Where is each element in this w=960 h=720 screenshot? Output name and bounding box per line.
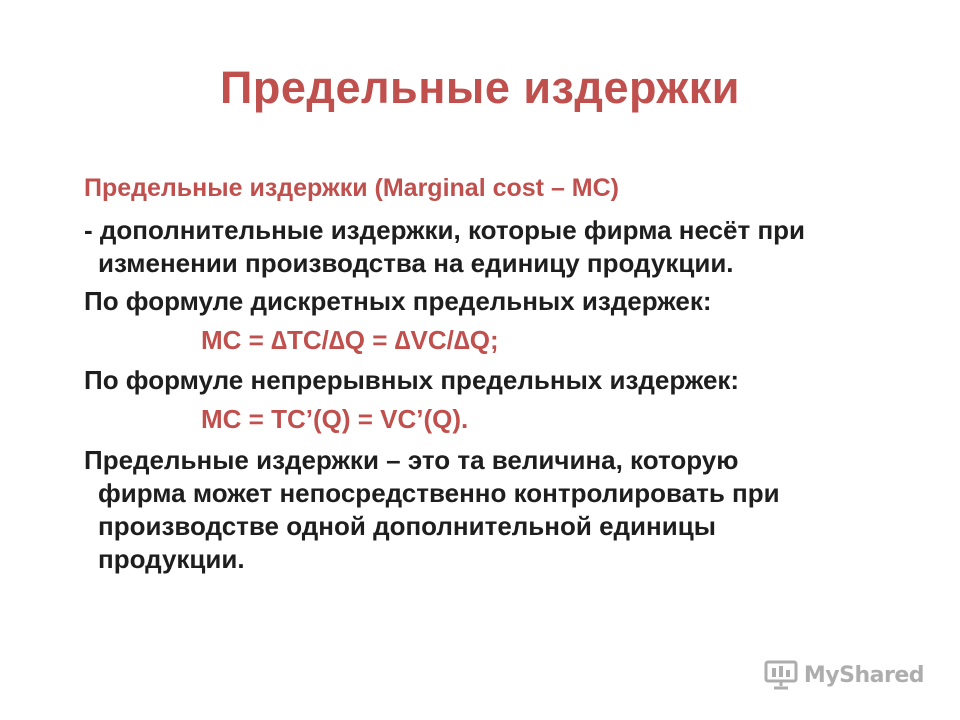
discrete-formula: MC = ∆TC/∆Q = ∆VC/∆Q; xyxy=(201,325,499,355)
discrete-formula-label: По формуле дискретных предельных издержек: xyxy=(84,286,712,316)
slide-title: Предельные издержки xyxy=(220,62,740,113)
continuous-formula-label: По формуле непрерывных предельных издержек: xyxy=(84,365,740,395)
conclusion-line-2: фирма может непосредственно контролировать при xyxy=(98,478,780,508)
presentation-board-icon xyxy=(764,660,798,690)
definition-text-line-1: - дополнительные издержки, которые фирма несёт при xyxy=(84,215,806,245)
definition-text-line-2: изменении производства на единицу продукции. xyxy=(98,248,734,278)
conclusion-line-4: продукции. xyxy=(98,544,245,574)
continuous-formula: MC = TC’(Q) = VC’(Q). xyxy=(201,404,469,434)
watermark-text: MyShared xyxy=(803,662,924,688)
myshared-watermark xyxy=(764,660,924,690)
conclusion-line-3: производстве одной дополнительной единицы xyxy=(98,511,716,541)
definition-heading: Предельные издержки (Marginal cost – MC) xyxy=(84,174,619,202)
conclusion-line-1: Предельные издержки – это та величина, которую xyxy=(84,445,739,475)
